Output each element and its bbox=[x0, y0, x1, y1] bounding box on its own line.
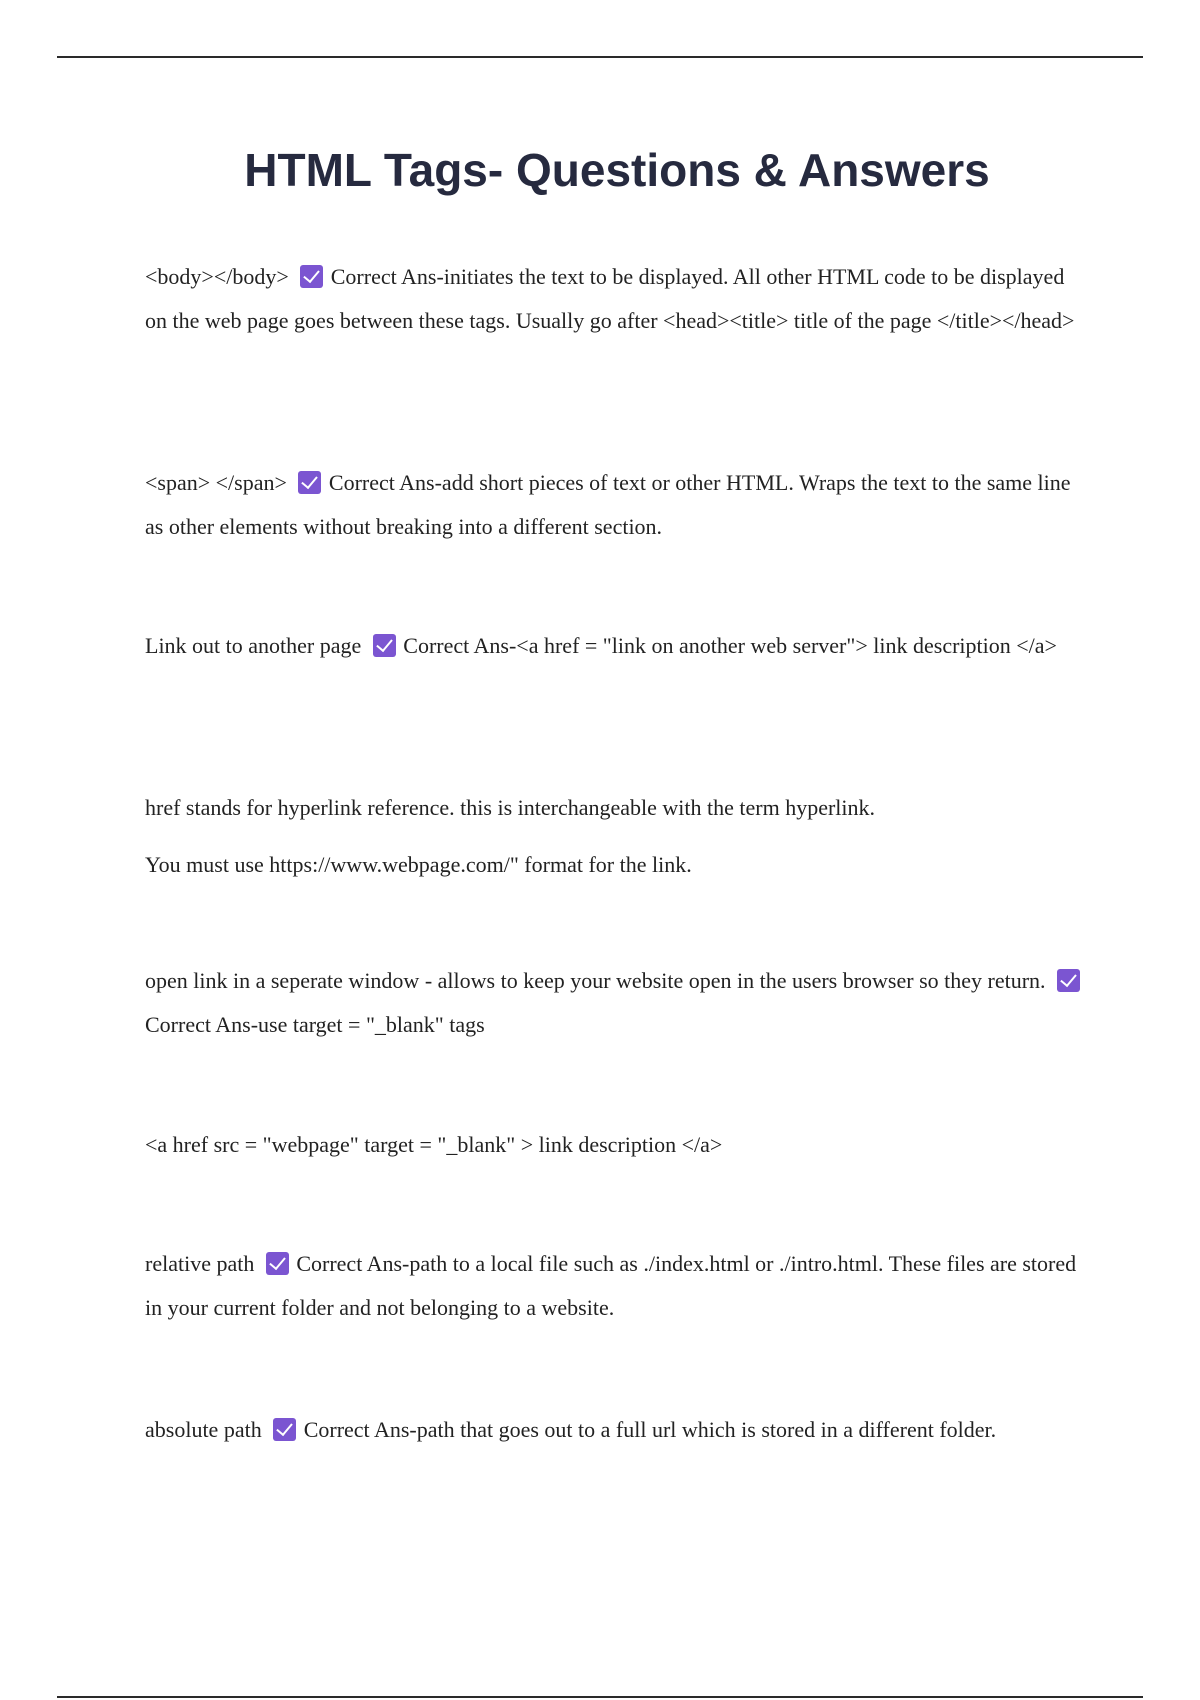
question-text: <span> </span> bbox=[145, 470, 287, 495]
page-title: HTML Tags- Questions & Answers bbox=[244, 144, 990, 196]
href-note-line-1: href stands for hyperlink reference. this is interchangeable with the term hyperlink. bbox=[145, 795, 876, 820]
top-rule bbox=[57, 56, 1143, 58]
question-text: open link in a seperate window - allows to keep your website open in the users browser so they return. bbox=[145, 968, 1046, 993]
qa-item-relative-path bbox=[145, 1242, 1085, 1330]
qa-item-body bbox=[145, 255, 1085, 343]
qa-item-separate-window bbox=[145, 959, 1085, 1047]
answer-text: Correct Ans-add short pieces of text or other HTML. Wraps the text to the same line as other elements without breaking into a different section. bbox=[145, 470, 1071, 539]
question-text: absolute path bbox=[145, 1417, 262, 1442]
question-text: Link out to another page bbox=[145, 633, 362, 658]
question-text: <body></body> bbox=[145, 264, 289, 289]
answer-text: Correct Ans-initiates the text to be displayed. All other HTML code to be displayed on the web page goes between these tags. Usually go after <head><title> title of the page </title></head> bbox=[145, 264, 1075, 333]
answer-text: Correct Ans-path that goes out to a full url which is stored in a different folder. bbox=[303, 1417, 997, 1442]
answer-text: Correct Ans-use target = "_blank" tags bbox=[145, 1012, 485, 1037]
checkbox-checked-icon bbox=[298, 471, 321, 494]
checkbox-checked-icon bbox=[1057, 969, 1080, 992]
answer-text: Correct Ans-<a href = "link on another web server"> link description </a> bbox=[403, 633, 1057, 658]
answer-text: Correct Ans-path to a local file such as ./index.html or ./intro.html. These files are stored in your current folder and not belonging to a website. bbox=[145, 1251, 1077, 1320]
question-text: relative path bbox=[145, 1251, 255, 1276]
qa-item-link-out bbox=[145, 624, 1085, 668]
qa-item-span bbox=[145, 461, 1085, 549]
href-note-line-2: You must use https://www.webpage.com/" format for the link. bbox=[145, 852, 692, 877]
checkbox-checked-icon bbox=[300, 265, 323, 288]
checkbox-checked-icon bbox=[273, 1418, 296, 1441]
bottom-rule bbox=[57, 1696, 1143, 1698]
checkbox-checked-icon bbox=[266, 1252, 289, 1275]
checkbox-checked-icon bbox=[373, 634, 396, 657]
anchor-example: <a href src = "webpage" target = "_blank" > link description </a> bbox=[145, 1132, 723, 1157]
qa-item-absolute-path bbox=[145, 1408, 1085, 1452]
